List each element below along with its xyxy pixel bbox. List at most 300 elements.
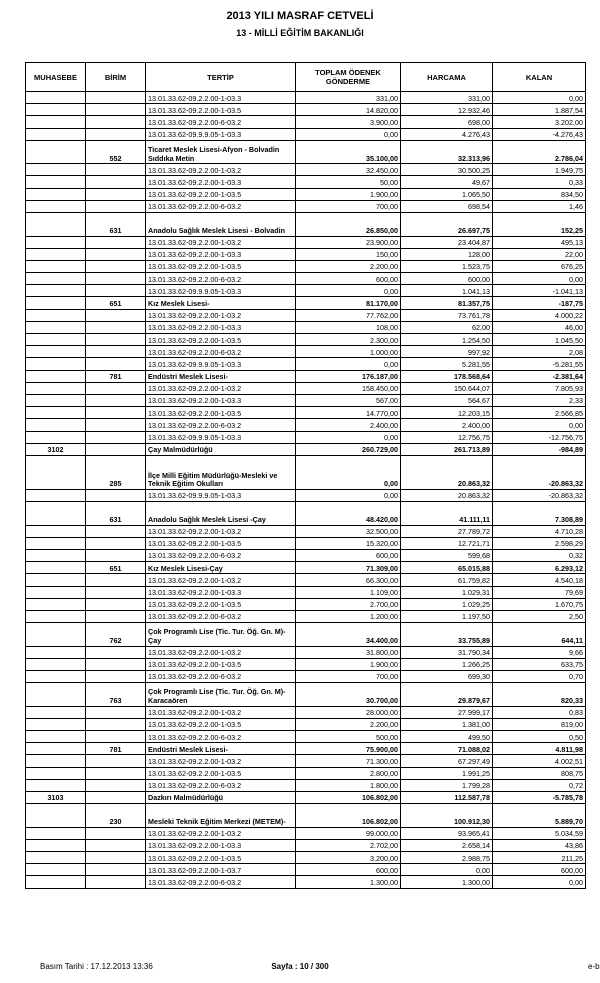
table-row [26, 876, 586, 888]
cell-harcama: 1.041,13 [401, 285, 493, 297]
table-row [26, 164, 586, 176]
table-row [26, 431, 586, 443]
cell-muhasebe [26, 755, 86, 767]
table-row [26, 419, 586, 431]
table-row [26, 598, 586, 610]
cell-tertip: 13.01.33.62-09.2.2.00-6-03.2 [146, 273, 296, 285]
cell-birim [86, 864, 146, 876]
cell-kalan: 644,11 [493, 623, 586, 647]
cell-tertip: 13.01.33.62-09.2.2.00-1-03.5 [146, 188, 296, 200]
cell-birim [86, 346, 146, 358]
cell-toplam-odenek: 71.300,00 [296, 755, 401, 767]
cell-kalan: 1.887,54 [493, 104, 586, 116]
document-title: 2013 YILI MASRAF CETVELİ [226, 10, 374, 22]
cell-harcama: 41.111,11 [401, 502, 493, 526]
cell-birim [86, 646, 146, 658]
cell-muhasebe [26, 706, 86, 718]
cell-muhasebe [26, 260, 86, 272]
cell-harcama: 1.991,25 [401, 767, 493, 779]
cell-tertip: Çay Malmüdürlüğü [146, 443, 296, 455]
cell-kalan: 2,33 [493, 394, 586, 406]
cell-birim [86, 394, 146, 406]
cell-birim: 285 [86, 455, 146, 489]
cell-birim: 651 [86, 297, 146, 309]
cell-toplam-odenek: 48.420,00 [296, 502, 401, 526]
cell-tertip: 13.01.33.62-09.2.2.00-1-03.5 [146, 407, 296, 419]
cell-muhasebe [26, 176, 86, 188]
cell-toplam-odenek: 31.800,00 [296, 646, 401, 658]
cell-harcama: 178.568,64 [401, 370, 493, 382]
table-row [26, 610, 586, 622]
table-row [26, 731, 586, 743]
table-row [26, 407, 586, 419]
cell-toplam-odenek: 700,00 [296, 670, 401, 682]
cell-kalan: 0,00 [493, 273, 586, 285]
cell-muhasebe [26, 140, 86, 164]
cell-birim [86, 489, 146, 501]
cell-muhasebe [26, 718, 86, 730]
table-row [26, 128, 586, 140]
cell-toplam-odenek: 0,00 [296, 489, 401, 501]
cell-harcama: 93.965,41 [401, 827, 493, 839]
table-row [26, 176, 586, 188]
cell-tertip: 13.01.33.62-09.9.9.05-1-03.3 [146, 285, 296, 297]
cell-harcama: 1.300,00 [401, 876, 493, 888]
cell-tertip: Anadolu Sağlık Meslek Lisesi -Çay [146, 502, 296, 526]
cell-tertip: 13.01.33.62-09.2.2.00-1-03.5 [146, 767, 296, 779]
cell-tertip: 13.01.33.62-09.2.2.00-6-03.2 [146, 419, 296, 431]
cell-birim [86, 852, 146, 864]
cell-tertip: 13.01.33.62-09.2.2.00-1-03.5 [146, 260, 296, 272]
table-row [26, 321, 586, 333]
cell-harcama: 564,67 [401, 394, 493, 406]
cell-muhasebe [26, 419, 86, 431]
table-row [26, 116, 586, 128]
table-row-group [26, 623, 586, 647]
cell-kalan: 2.566,85 [493, 407, 586, 419]
cell-birim [86, 779, 146, 791]
cell-kalan: 0,70 [493, 670, 586, 682]
table-row [26, 309, 586, 321]
cell-muhasebe [26, 394, 86, 406]
cell-birim [86, 610, 146, 622]
cell-kalan: 0,00 [493, 92, 586, 104]
cell-toplam-odenek: 26.850,00 [296, 213, 401, 237]
cell-birim [86, 128, 146, 140]
cell-muhasebe [26, 598, 86, 610]
table-row [26, 489, 586, 501]
cell-kalan: 3.202,00 [493, 116, 586, 128]
table-row [26, 394, 586, 406]
cell-tertip: 13.01.33.62-09.2.2.00-6-03.2 [146, 200, 296, 212]
cell-harcama: 81.357,75 [401, 297, 493, 309]
cell-kalan: 4.002,51 [493, 755, 586, 767]
cell-harcama: 1.029,25 [401, 598, 493, 610]
cell-toplam-odenek: 1.300,00 [296, 876, 401, 888]
cell-harcama: 49,67 [401, 176, 493, 188]
cell-harcama: 261.713,89 [401, 443, 493, 455]
cell-toplam-odenek: 50,00 [296, 176, 401, 188]
cell-birim [86, 285, 146, 297]
cell-muhasebe [26, 864, 86, 876]
cell-tertip: Çok Programlı Lise (Tic. Tur. Öğ. Gn. M)-Karacaören [146, 683, 296, 707]
cell-muhasebe [26, 502, 86, 526]
cell-muhasebe [26, 586, 86, 598]
cell-toplam-odenek: 32.450,00 [296, 164, 401, 176]
cell-birim [86, 176, 146, 188]
cell-kalan: 0,33 [493, 176, 586, 188]
cell-harcama: 1.254,50 [401, 334, 493, 346]
cell-kalan: 79,69 [493, 586, 586, 598]
cell-birim [86, 334, 146, 346]
cell-birim [86, 248, 146, 260]
table-row [26, 248, 586, 260]
cell-birim: 781 [86, 370, 146, 382]
page-number: Sayfa : 10 / 300 [271, 962, 329, 971]
cell-kalan: 819,00 [493, 718, 586, 730]
cell-tertip: 13.01.33.62-09.2.2.00-6-03.2 [146, 346, 296, 358]
header-birim: BİRİM [86, 63, 146, 92]
cell-kalan: 0,72 [493, 779, 586, 791]
cell-kalan: -984,89 [493, 443, 586, 455]
cell-birim [86, 419, 146, 431]
cell-birim: 762 [86, 623, 146, 647]
table-row-group [26, 370, 586, 382]
cell-birim [86, 92, 146, 104]
cell-toplam-odenek: 1.900,00 [296, 658, 401, 670]
cell-harcama: 12.756,75 [401, 431, 493, 443]
cell-muhasebe [26, 549, 86, 561]
cell-kalan: 6.293,12 [493, 562, 586, 574]
table-row [26, 334, 586, 346]
table-row [26, 537, 586, 549]
table-row-group [26, 683, 586, 707]
cell-muhasebe [26, 852, 86, 864]
cell-harcama: 599,68 [401, 549, 493, 561]
cell-harcama: 31.790,34 [401, 646, 493, 658]
cell-kalan: 9,66 [493, 646, 586, 658]
cell-muhasebe [26, 309, 86, 321]
cell-birim [86, 767, 146, 779]
cell-tertip: 13.01.33.62-09.2.2.00-6-03.2 [146, 670, 296, 682]
header-kalan: KALAN [493, 63, 586, 92]
cell-muhasebe [26, 370, 86, 382]
cell-toplam-odenek: 3.900,00 [296, 116, 401, 128]
cell-tertip: Ticaret Meslek Lisesi-Afyon - Bolvadin Sıddıka Metin [146, 140, 296, 164]
cell-toplam-odenek: 14.770,00 [296, 407, 401, 419]
header-tertip: TERTİP [146, 63, 296, 92]
cell-tertip: 13.01.33.62-09.2.2.00-1-03.3 [146, 321, 296, 333]
cell-kalan: 0,50 [493, 731, 586, 743]
cell-muhasebe [26, 537, 86, 549]
cell-kalan: 152,25 [493, 213, 586, 237]
cell-harcama: 61.759,82 [401, 574, 493, 586]
cell-toplam-odenek: 1.900,00 [296, 188, 401, 200]
cell-birim [86, 755, 146, 767]
cell-muhasebe [26, 670, 86, 682]
cell-birim [86, 164, 146, 176]
cell-birim [86, 358, 146, 370]
cell-tertip: 13.01.33.62-09.2.2.00-6-03.2 [146, 610, 296, 622]
table-row [26, 658, 586, 670]
cell-muhasebe [26, 285, 86, 297]
cell-kalan: 633,75 [493, 658, 586, 670]
cell-birim [86, 718, 146, 730]
cell-tertip: Anadolu Sağlık Meslek Lisesi - Bolvadin [146, 213, 296, 237]
cell-harcama: 12.721,71 [401, 537, 493, 549]
cell-tertip: 13.01.33.62-09.2.2.00-1-03.2 [146, 236, 296, 248]
cell-kalan: 4.540,18 [493, 574, 586, 586]
print-date: Basım Tarihi : 17.12.2013 13:36 [40, 962, 153, 971]
cell-harcama: 1.065,50 [401, 188, 493, 200]
cell-harcama: 33.755,89 [401, 623, 493, 647]
cell-toplam-odenek: 158.450,00 [296, 382, 401, 394]
cell-tertip: 13.01.33.62-09.2.2.00-1-03.2 [146, 646, 296, 658]
cell-kalan: -4.276,43 [493, 128, 586, 140]
cell-birim [86, 876, 146, 888]
cell-toplam-odenek: 0,00 [296, 455, 401, 489]
cell-harcama: 29.879,67 [401, 683, 493, 707]
cell-kalan: 4.000,22 [493, 309, 586, 321]
cell-tertip: 13.01.33.62-09.2.2.00-6-03.2 [146, 876, 296, 888]
cell-kalan: -12.756,75 [493, 431, 586, 443]
cell-muhasebe [26, 213, 86, 237]
cell-tertip: 13.01.33.62-09.2.2.00-1-03.2 [146, 525, 296, 537]
cell-muhasebe [26, 92, 86, 104]
cell-kalan: 834,50 [493, 188, 586, 200]
cell-kalan: 1.045,50 [493, 334, 586, 346]
cell-kalan: 211,25 [493, 852, 586, 864]
cell-toplam-odenek: 0,00 [296, 128, 401, 140]
cell-birim [86, 598, 146, 610]
cell-toplam-odenek: 150,00 [296, 248, 401, 260]
cell-tertip: Kız Meslek Lisesi- [146, 297, 296, 309]
cell-harcama: 20.863,32 [401, 455, 493, 489]
table-row [26, 200, 586, 212]
cell-tertip: 13.01.33.62-09.2.2.00-1-03.3 [146, 92, 296, 104]
cell-tertip: 13.01.33.62-09.2.2.00-1-03.2 [146, 309, 296, 321]
table-row [26, 839, 586, 851]
cell-muhasebe [26, 407, 86, 419]
cell-kalan: 22,00 [493, 248, 586, 260]
cell-kalan: 495,13 [493, 236, 586, 248]
cell-kalan: -20.863,32 [493, 489, 586, 501]
cell-muhasebe [26, 200, 86, 212]
table-row-group [26, 743, 586, 755]
cell-tertip: 13.01.33.62-09.2.2.00-1-03.5 [146, 334, 296, 346]
cell-muhasebe [26, 610, 86, 622]
cell-tertip: Mesleki Teknik Eğitim Merkezi (METEM)- [146, 804, 296, 828]
cell-harcama: 32.313,96 [401, 140, 493, 164]
cell-toplam-odenek: 331,00 [296, 92, 401, 104]
cell-harcama: 112.587,78 [401, 791, 493, 803]
cell-tertip: 13.01.33.62-09.9.9.05-1-03.3 [146, 128, 296, 140]
cell-birim [86, 200, 146, 212]
header-toplam-odenek: TOPLAM ÖDENEK GÖNDERME [296, 63, 401, 92]
table-row [26, 236, 586, 248]
table-row [26, 285, 586, 297]
cell-tertip: 13.01.33.62-09.9.9.05-1-03.3 [146, 358, 296, 370]
cell-toplam-odenek: 0,00 [296, 431, 401, 443]
table-row [26, 718, 586, 730]
cell-toplam-odenek: 700,00 [296, 200, 401, 212]
table-row-group [26, 804, 586, 828]
table-row [26, 864, 586, 876]
cell-muhasebe [26, 743, 86, 755]
cell-tertip: Dazkırı Malmüdürlüğü [146, 791, 296, 803]
cell-tertip: 13.01.33.62-09.2.2.00-1-03.5 [146, 852, 296, 864]
cell-muhasebe [26, 116, 86, 128]
cell-toplam-odenek: 1.800,00 [296, 779, 401, 791]
table-row [26, 574, 586, 586]
cell-muhasebe [26, 525, 86, 537]
cell-harcama: 128,00 [401, 248, 493, 260]
cell-toplam-odenek: 30.700,00 [296, 683, 401, 707]
cell-toplam-odenek: 600,00 [296, 273, 401, 285]
cell-kalan: 2.786,04 [493, 140, 586, 164]
cell-muhasebe [26, 779, 86, 791]
cell-muhasebe [26, 489, 86, 501]
cell-harcama: 2.988,75 [401, 852, 493, 864]
table-row [26, 525, 586, 537]
cell-tertip: 13.01.33.62-09.2.2.00-6-03.2 [146, 731, 296, 743]
cell-harcama: 4.276,43 [401, 128, 493, 140]
cell-harcama: 1.799,28 [401, 779, 493, 791]
cell-birim [86, 273, 146, 285]
table-row-group [26, 562, 586, 574]
cell-toplam-odenek: 28.000,00 [296, 706, 401, 718]
cell-toplam-odenek: 600,00 [296, 864, 401, 876]
document-subtitle: 13 - MİLLİ EĞİTİM BAKANLIĞI [236, 28, 364, 38]
cell-kalan: 7.805,93 [493, 382, 586, 394]
cell-muhasebe [26, 164, 86, 176]
cell-harcama: 65.015,88 [401, 562, 493, 574]
cell-toplam-odenek: 500,00 [296, 731, 401, 743]
cell-harcama: 12.932,46 [401, 104, 493, 116]
cell-tertip: 13.01.33.62-09.2.2.00-1-03.2 [146, 382, 296, 394]
cell-harcama: 1.381,00 [401, 718, 493, 730]
cell-harcama: 1.029,31 [401, 586, 493, 598]
cell-kalan: 0,32 [493, 549, 586, 561]
cell-toplam-odenek: 106.802,00 [296, 791, 401, 803]
cell-toplam-odenek: 75.900,00 [296, 743, 401, 755]
cell-toplam-odenek: 2.200,00 [296, 260, 401, 272]
cell-birim [86, 574, 146, 586]
cell-muhasebe [26, 658, 86, 670]
cell-birim: 651 [86, 562, 146, 574]
cell-harcama: 67.297,49 [401, 755, 493, 767]
table-row [26, 358, 586, 370]
cell-birim: 230 [86, 804, 146, 828]
cell-tertip: Çok Programlı Lise (Tic. Tur. Öğ. Gn. M)-Çay [146, 623, 296, 647]
table-row-group [26, 455, 586, 489]
cell-harcama: 20.863,32 [401, 489, 493, 501]
cell-kalan: 808,75 [493, 767, 586, 779]
cell-muhasebe [26, 804, 86, 828]
cell-harcama: 699,30 [401, 670, 493, 682]
cell-kalan: 1.949,75 [493, 164, 586, 176]
cell-tertip: 13.01.33.62-09.9.9.05-1-03.3 [146, 431, 296, 443]
cell-kalan: 600,00 [493, 864, 586, 876]
cell-toplam-odenek: 1.109,00 [296, 586, 401, 598]
cell-harcama: 12.203,15 [401, 407, 493, 419]
cell-birim: 781 [86, 743, 146, 755]
cell-tertip: 13.01.33.62-09.2.2.00-6-03.2 [146, 779, 296, 791]
cell-harcama: 997,92 [401, 346, 493, 358]
cell-muhasebe [26, 128, 86, 140]
cell-toplam-odenek: 71.309,00 [296, 562, 401, 574]
cell-harcama: 100.912,30 [401, 804, 493, 828]
cell-birim [86, 658, 146, 670]
cell-kalan: 0,00 [493, 419, 586, 431]
cell-toplam-odenek: 35.100,00 [296, 140, 401, 164]
table-row [26, 706, 586, 718]
expense-table [25, 62, 586, 889]
cell-toplam-odenek: 600,00 [296, 549, 401, 561]
table-body [26, 92, 586, 889]
cell-birim [86, 407, 146, 419]
table-row [26, 852, 586, 864]
cell-tertip: 13.01.33.62-09.2.2.00-1-03.3 [146, 839, 296, 851]
cell-kalan: -187,75 [493, 297, 586, 309]
header-harcama: HARCAMA [401, 63, 493, 92]
cell-birim [86, 431, 146, 443]
cell-harcama: 698,00 [401, 116, 493, 128]
cell-harcama: 499,50 [401, 731, 493, 743]
cell-toplam-odenek: 260.729,00 [296, 443, 401, 455]
cell-tertip: 13.01.33.62-09.2.2.00-1-03.2 [146, 706, 296, 718]
cell-birim [86, 731, 146, 743]
cell-harcama: 27.999,17 [401, 706, 493, 718]
cell-muhasebe: 3102 [26, 443, 86, 455]
cell-toplam-odenek: 2.400,00 [296, 419, 401, 431]
cell-kalan: 2,08 [493, 346, 586, 358]
cell-kalan: 1.670,75 [493, 598, 586, 610]
cell-toplam-odenek: 15.320,00 [296, 537, 401, 549]
cell-toplam-odenek: 2.702,00 [296, 839, 401, 851]
cell-birim [86, 549, 146, 561]
cell-toplam-odenek: 34.400,00 [296, 623, 401, 647]
cell-muhasebe [26, 646, 86, 658]
cell-harcama: 2.658,14 [401, 839, 493, 851]
cell-birim [86, 382, 146, 394]
cell-kalan: 820,33 [493, 683, 586, 707]
cell-tertip: Endüstri Meslek Lisesi- [146, 370, 296, 382]
cell-toplam-odenek: 32.500,00 [296, 525, 401, 537]
cell-harcama: 2.400,00 [401, 419, 493, 431]
cell-birim [86, 236, 146, 248]
cell-tertip: 13.01.33.62-09.2.2.00-6-03.2 [146, 116, 296, 128]
cell-toplam-odenek: 23.900,00 [296, 236, 401, 248]
cell-muhasebe [26, 623, 86, 647]
cell-tertip: 13.01.33.62-09.2.2.00-1-03.3 [146, 176, 296, 188]
cell-toplam-odenek: 2.300,00 [296, 334, 401, 346]
table-row-group [26, 297, 586, 309]
cell-toplam-odenek: 567,00 [296, 394, 401, 406]
cell-muhasebe [26, 562, 86, 574]
cell-tertip: 13.01.33.62-09.2.2.00-1-03.3 [146, 248, 296, 260]
cell-birim [86, 188, 146, 200]
cell-birim: 552 [86, 140, 146, 164]
table-row [26, 827, 586, 839]
cell-kalan: -5.785,78 [493, 791, 586, 803]
cell-birim [86, 670, 146, 682]
cell-harcama: 1.266,25 [401, 658, 493, 670]
cell-muhasebe [26, 683, 86, 707]
cell-muhasebe [26, 334, 86, 346]
cell-toplam-odenek: 14.820,00 [296, 104, 401, 116]
table-row [26, 273, 586, 285]
